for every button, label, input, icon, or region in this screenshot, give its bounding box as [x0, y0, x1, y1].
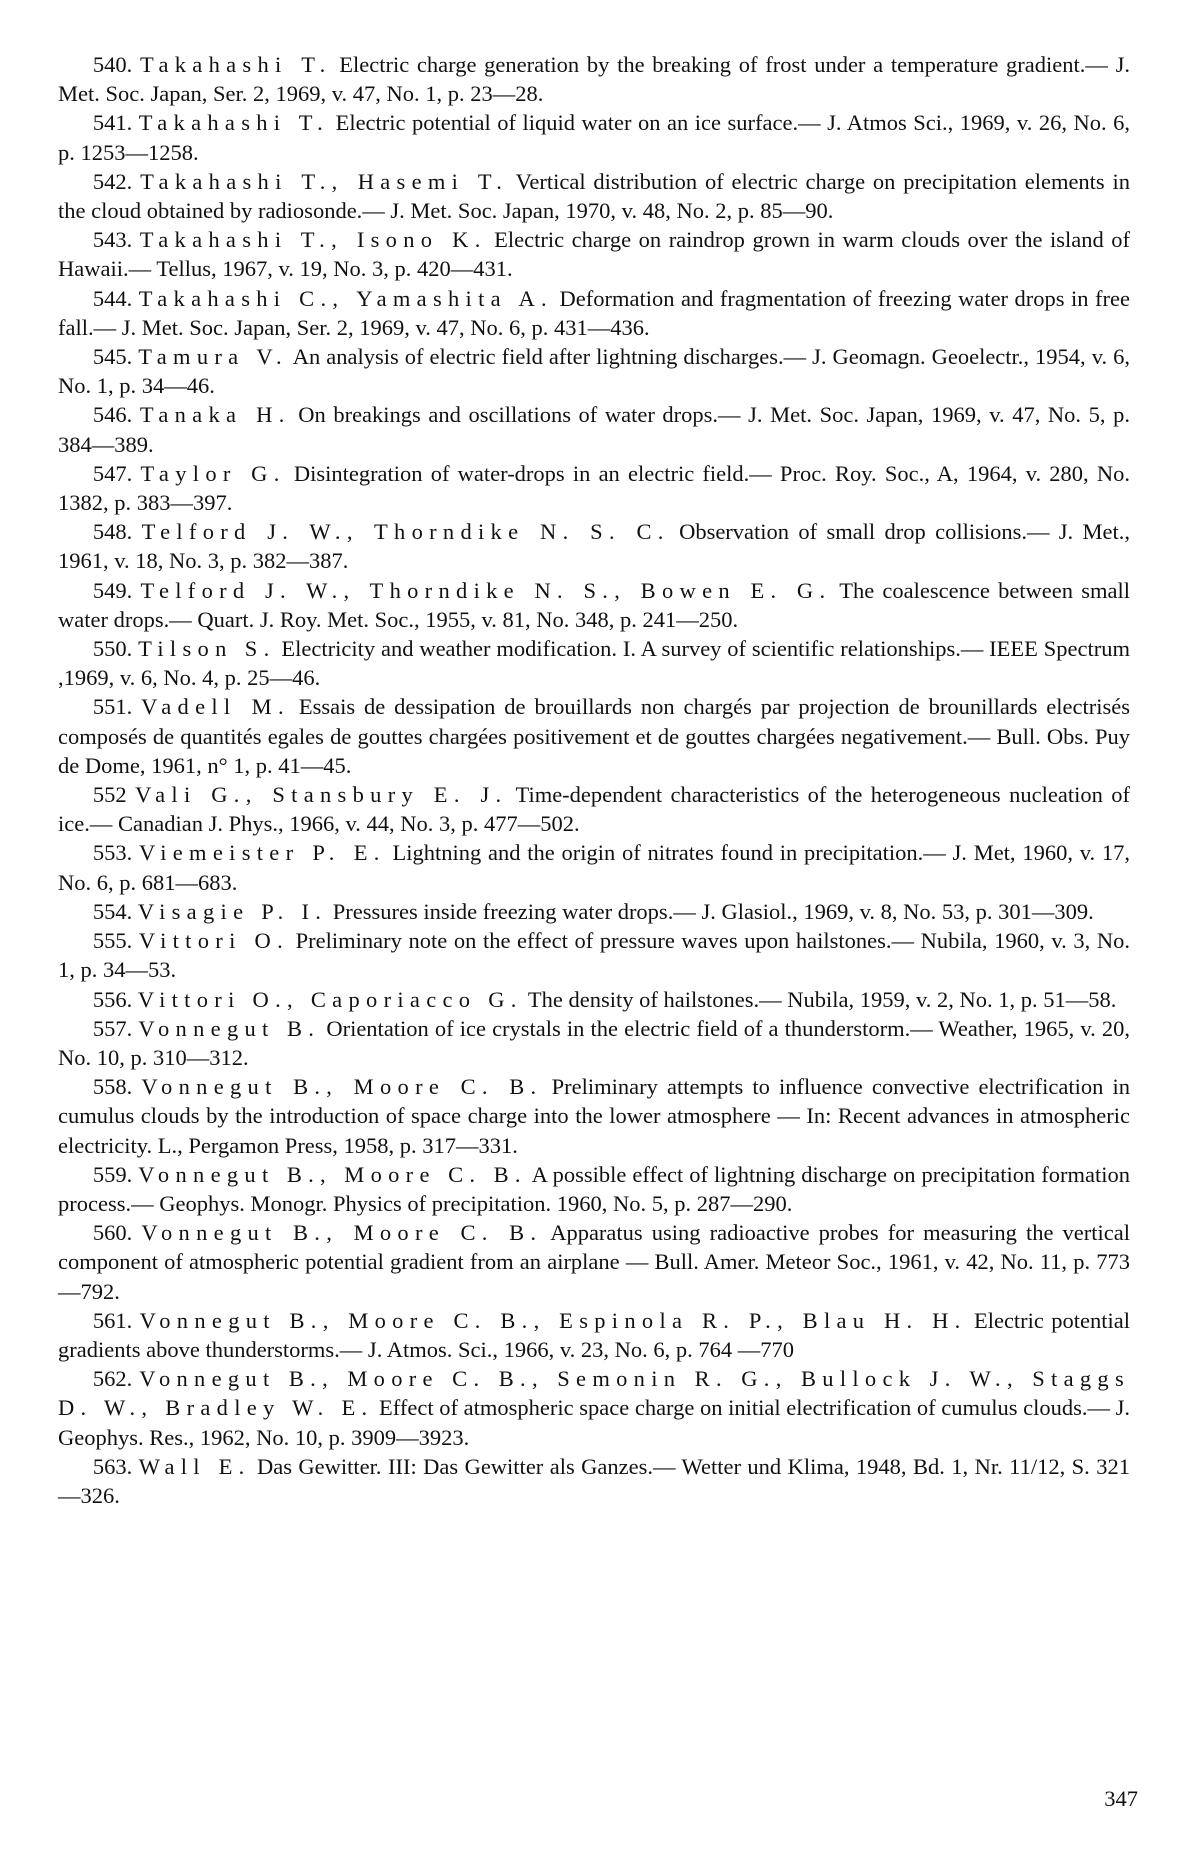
reference-entry — [58, 1014, 1130, 1072]
reference-number: 545. — [92, 344, 133, 370]
reference-authors: Taylor G. — [140, 460, 286, 486]
reference-number: 561. — [92, 1307, 133, 1333]
reference-text: Deformation and fragmentation of freezing water drops in free fall.— J. Met. Soc. Japan, Ser. 2, 1969, v. 47, No. 6, p. 431—436. — [58, 285, 1131, 340]
reference-entry — [58, 838, 1130, 896]
page-number: 347 — [1104, 1786, 1138, 1811]
reference-entry — [58, 692, 1130, 780]
reference-authors: Tilson S. — [138, 636, 276, 662]
reference-text: Effect of atmospheric space charge on initial electrification of cumulus clouds.— J. Geophys. Res., 1962, No. 10, p. 3909—3923. — [58, 1395, 1130, 1450]
reference-entry — [58, 1072, 1130, 1160]
reference-number: 547. — [92, 460, 133, 486]
reference-text: Apparatus using radioactive probes for measuring the vertical component of atmospheric potential gradient from an airplane — Bull. Amer. Meteor Soc., 1961, v. 42, No. 11, p. 773—792. — [58, 1220, 1130, 1304]
reference-number: 563. — [92, 1453, 133, 1479]
reference-number: 541. — [92, 110, 133, 136]
reference-authors: Tamura V. — [138, 344, 288, 370]
reference-text: Electric charge generation by the breaking of frost under a temperature gradient.— J. Met. Soc. Japan, Ser. 2, 1969, v. 47, No. 1, p. 23—28. — [58, 52, 1130, 107]
reference-authors: Visagie P. I. — [137, 898, 328, 924]
reference-text: Pressures inside freezing water drops.— J. Glasiol., 1969, v. 8, No. 53, p. 301—309. — [327, 898, 1094, 924]
reference-number: 540. — [92, 52, 133, 77]
reference-text: A possible effect of lightning discharge on precipitation formation process.— Geophys. Monogr. Physics of precipitation. 1960, No. 5, p. 287—290. — [58, 1161, 1131, 1216]
reference-entry — [58, 985, 1130, 1014]
reference-authors: Takahashi C., Yamashita A. — [138, 285, 553, 311]
reference-entry — [58, 1218, 1130, 1306]
reference-list — [58, 50, 1130, 1510]
reference-entry — [58, 634, 1130, 692]
reference-authors: Vonnegut B., Moore C. B. — [141, 1074, 543, 1100]
reference-text: Electricity and weather modification. I. A survey of scientific relationships.— IEEE Spectrum ,1969, v. 6, No. 4, p. 25—46. — [58, 636, 1130, 691]
reference-entry — [58, 459, 1130, 517]
reference-text: The coalescence between small water drops.— Quart. J. Roy. Met. Soc., 1955, v. 81, No. 348, p. 241—250. — [58, 577, 1130, 632]
reference-text: Preliminary attempts to influence convective electrification in cumulus clouds by the introduction of space charge into the lower atmosphere — In: Recent advances in atmospheric electricity. L., Pergamon Press, 1958, p. 317—331. — [58, 1074, 1131, 1158]
reference-text: Time-dependent characteristics of the heterogeneous nucleation of ice.— Canadian J. Phys., 1966, v. 44, No. 3, p. 477—502. — [58, 782, 1131, 837]
reference-number: 553. — [92, 840, 133, 866]
reference-authors: Telford J. W., Thorndike N. S. C. — [141, 519, 670, 545]
reference-text: Preliminary note on the effect of pressure waves upon hailstones.— Nubila, 1960, v. 3, No. 1, p. 34—53. — [58, 928, 1130, 983]
reference-text: On breakings and oscillations of water drops.— J. Met. Soc. Japan, 1969, v. 47, No. 5, p. 384—389. — [58, 402, 1130, 457]
reference-entry — [58, 50, 1130, 108]
reference-text: Vertical distribution of electric charge on precipitation elements in the cloud obtained by radiosonde.— J. Met. Soc. Japan, 1970, v. 48, No. 2, p. 85—90. — [58, 168, 1130, 224]
reference-authors: Tanaka H. — [139, 402, 291, 428]
reference-text: Orientation of ice crystals in the electric field of a thunderstorm.— Weather, 1965, v. 20, No. 10, p. 310—312. — [58, 1015, 1130, 1070]
reference-text: The density of hailstones.— Nubila, 1959, v. 2, No. 1, p. 51—58. — [522, 986, 1117, 1012]
reference-number: 549. — [92, 577, 133, 603]
reference-number: 551. — [92, 694, 133, 720]
reference-entry — [58, 897, 1130, 926]
reference-number: 559. — [92, 1161, 133, 1187]
reference-entry — [58, 400, 1130, 458]
reference-authors: Takahashi T., Isono K. — [139, 227, 487, 253]
reference-number: 544. — [92, 285, 133, 311]
reference-number: 555. — [92, 928, 133, 954]
reference-authors: Vonnegut B. — [138, 1015, 321, 1041]
reference-entry — [58, 1306, 1130, 1364]
reference-text: Das Gewitter. III: Das Gewitter als Ganzes.— Wetter und Klima, 1948, Bd. 1, Nr. 11/12, S. 321—326. — [58, 1453, 1130, 1508]
reference-authors: Vonnegut B., Moore C. B., Espinola R. P., Blau H. H. — [139, 1307, 967, 1333]
reference-entry — [58, 342, 1130, 400]
reference-text: Essais de dessipation de brouillards non chargés par projection de brounillards electrisés composés de quantités egales de gouttes chargées positivement et de gouttes chargées negativement.— Bull. Obs. Puy de Dome, 1961, n° 1, p. 41—45. — [58, 694, 1131, 778]
reference-entry — [58, 225, 1130, 283]
reference-entry — [58, 108, 1130, 166]
reference-authors: Vonnegut B., Moore C. B. — [138, 1161, 527, 1187]
reference-authors: Wall E. — [138, 1453, 251, 1479]
reference-authors: Vali G., Stansbury E. J. — [135, 782, 508, 808]
reference-number: 562. — [92, 1366, 133, 1392]
reference-entry — [58, 284, 1130, 342]
reference-text: Observation of small drop collisions.— J. Met., 1961, v. 18, No. 3, p. 382—387. — [58, 519, 1131, 574]
reference-text: Electric potential gradients above thunderstorms.— J. Atmos. Sci., 1966, v. 23, No. 6, p. 764 —770 — [58, 1307, 1130, 1362]
reference-number: 550. — [92, 636, 133, 662]
reference-text: Lightning and the origin of nitrates found in precipitation.— J. Met, 1960, v. 17, No. 6, p. 681—683. — [58, 840, 1130, 895]
reference-number: 560. — [92, 1220, 133, 1246]
reference-entry — [58, 926, 1130, 984]
reference-number: 557. — [92, 1015, 133, 1041]
reference-text: Disintegration of water-drops in an electric field.— Proc. Roy. Soc., A, 1964, v. 280, No. 1382, p. 383—397. — [58, 460, 1130, 516]
reference-number: 558. — [92, 1074, 133, 1100]
reference-authors: Vonnegut B., Moore C. B. — [141, 1220, 543, 1246]
reference-entry — [58, 1364, 1130, 1452]
reference-authors: Vittori O., Caporiacco G. — [137, 986, 523, 1012]
reference-number: 554. — [92, 898, 133, 924]
reference-entry — [58, 167, 1130, 225]
reference-number: 542. — [92, 168, 133, 194]
reference-number: 543. — [92, 227, 133, 253]
reference-entry — [58, 780, 1130, 838]
reference-entry — [58, 517, 1130, 575]
reference-number: 546. — [92, 402, 133, 428]
reference-entry — [58, 1160, 1130, 1218]
reference-entry — [58, 1452, 1130, 1510]
reference-authors: Viemeister P. E. — [139, 840, 386, 866]
reference-authors: Vittori O. — [138, 928, 290, 954]
reference-authors: Takahashi T. — [138, 110, 330, 136]
reference-authors: Telford J. W., Thorndike N. S., Bowen E. G. — [140, 577, 832, 603]
reference-text: An analysis of electric field after lightning discharges.— J. Geomagn. Geoelectr., 1954, v. 6, No. 1, p. 34—46. — [58, 344, 1130, 399]
reference-authors: Takahashi T. — [139, 52, 332, 77]
reference-number: 548. — [92, 519, 133, 545]
reference-authors: Vonnegut B., Moore C. B., Semonin R. G., Bullock J. W., Staggs D. W., Bradley W. E. — [58, 1366, 1131, 1421]
reference-text: Electric charge on raindrop grown in warm clouds over the island of Hawaii.— Tellus, 1967, v. 19, No. 3, p. 420—431. — [58, 227, 1131, 282]
reference-authors: Takahashi T., Hasemi T. — [140, 168, 509, 194]
reference-entry — [58, 576, 1130, 634]
reference-number: 556. — [92, 986, 133, 1012]
reference-text: Electric potential of liquid water on an ice surface.— J. Atmos Sci., 1969, v. 26, No. 6, p. 1253—1258. — [58, 110, 1130, 165]
reference-authors: Vadell M. — [141, 694, 290, 720]
reference-number: 552 — [92, 782, 127, 808]
